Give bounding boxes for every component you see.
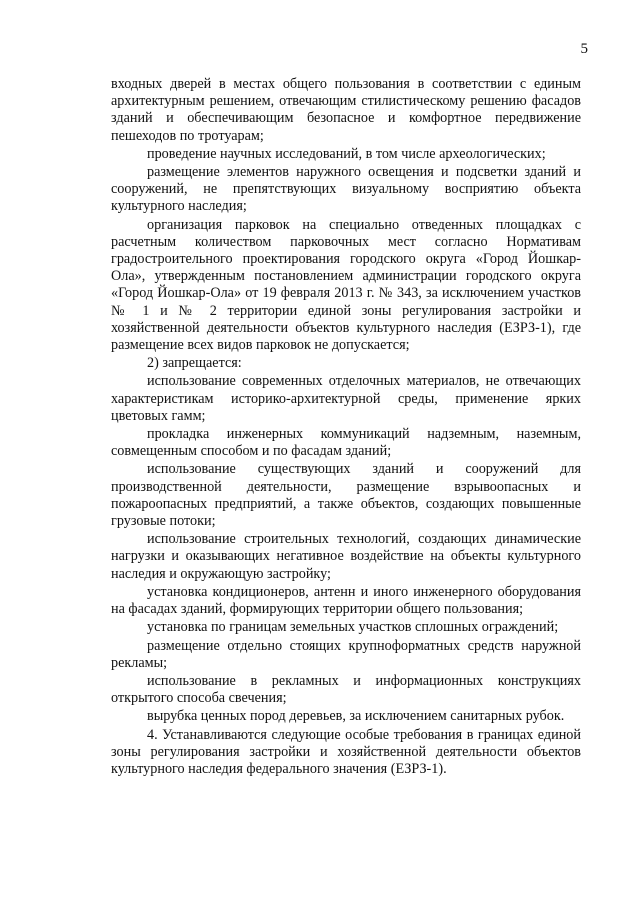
page-number: 5 [580, 41, 588, 57]
paragraph-parking: организация парковок на специально отведенных площадках с расчетным количеством парковочных мест согласно Нормативам градостроительного проектирования городского округа «Город Йошкар-Ола», утвержденным постановлением администрации городского округа «Город Йошкар-Ола» от 19 февраля 2013 г. № 343, за исключением участков № 1 и № 2 территории единой зоны регулирования застройки и хозяйственной деятельности объектов культурного наследия (ЕЗРЗ-1), где размещение всех видов парковок не допускается; [111, 216, 581, 354]
paragraph-outdoor-advertising: размещение отдельно стоящих крупноформатных средств наружной рекламы; [111, 637, 581, 671]
paragraph-utility-lines: прокладка инженерных коммуникаций надземным, наземным, совмещенным способом и по фасадам зданий; [111, 426, 581, 460]
paragraph-construction-technologies: использование строительных технологий, создающих динамические нагрузки и оказывающих негативное воздействие на объекты культурного наследия и окружающую застройку; [111, 531, 581, 582]
document-body [111, 76, 581, 779]
paragraph-open-lighting: использование в рекламных и информационных конструкциях открытого способа свечения; [111, 672, 581, 707]
paragraph-solid-fences: установка по границам земельных участков сплошных ограждений; [147, 619, 559, 636]
paragraph-special-requirements: 4. Устанавливаются следующие особые требования в границах единой зоны регулирования застройки и хозяйственной деятельности объектов культурного наследия федерального значения (ЕЗРЗ-1). [111, 726, 581, 777]
paragraph-tree-felling: вырубка ценных пород деревьев, за исключением санитарных рубок. [147, 708, 565, 725]
paragraph-prohibited-heading: 2) запрещается: [147, 355, 242, 372]
paragraph-industrial-use: использование существующих зданий и сооружений для производственной деятельности, размещение взрывоопасных и пожароопасных предприятий, а также объектов, создающих повышенные грузовые потоки; [111, 461, 581, 530]
paragraph-facade-equipment: установка кондиционеров, антенн и иного инженерного оборудования на фасадах зданий, формирующих территории общего пользования; [111, 583, 581, 618]
paragraph-outdoor-lighting: размещение элементов наружного освещения и подсветки зданий и сооружений, не препятствующих визуальному восприятию объекта культурного наследия; [111, 164, 581, 215]
paragraph-finishing-materials: использование современных отделочных материалов, не отвечающих характеристикам историко-архитектурной среды, применение ярких цветовых гамм; [111, 373, 581, 424]
paragraph-scientific-research: проведение научных исследований, в том числе археологических; [147, 145, 546, 162]
paragraph-entrance-doors: входных дверей в местах общего пользования в соответствии с единым архитектурным решением, отвечающим стилистическому решению фасадов зданий и обеспечивающим безопасное и комфортное передвижение пешеходов по тротуарам; [111, 76, 581, 144]
